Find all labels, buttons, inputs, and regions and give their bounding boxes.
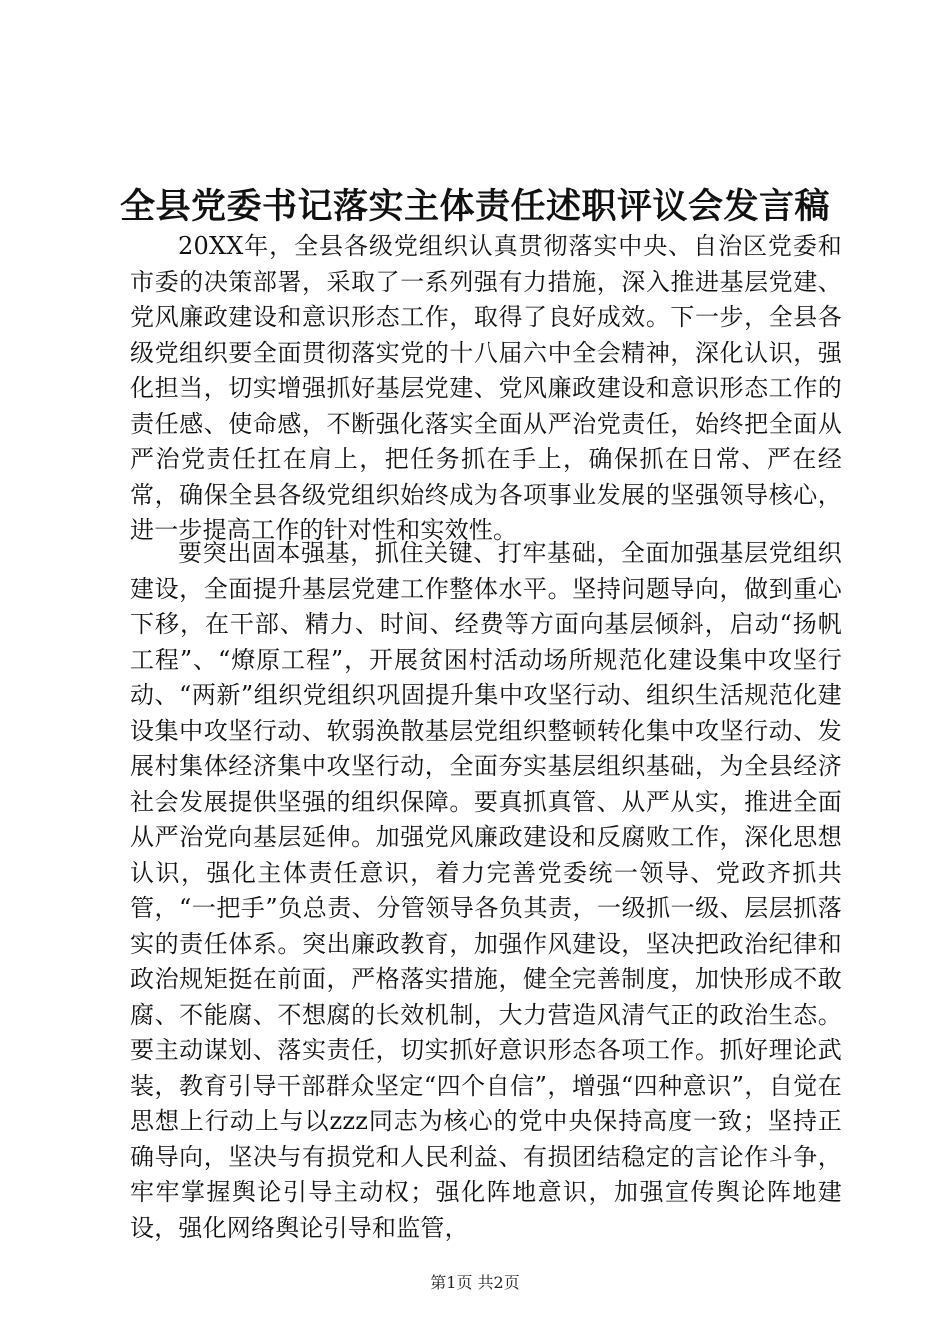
body-paragraph-1: 20XX年，全县各级党组织认真贯彻落实中央、自治区党委和市委的决策部署，采取了一系列强有力措施，深入推进基层党建、党风廉政建设和意识形态工作，取得了良好成效。下一步，全县各级党组织要全面贯彻落实党的十八届六中全会精神，深化认识，强化担当，切实增强抓好基层党建、党风廉政建设和意识形态工作的责任感、使命感，不断强化落实全面从严治党责任，始终把全面从严治党责任扛在肩上，把任务抓在手上，确保抓在日常、严在经常，确保全县各级党组织始终成为各项事业发展的坚强领导核心，进一步提高工作的针对性和实效性。 xyxy=(130,232,842,544)
page-footer: 第1页 共2页 xyxy=(430,1273,520,1292)
body-paragraph-2: 要突出固本强基，抓住关键、打牢基础，全面加强基层党组织建设，全面提升基层党建工作整体水平。坚持问题导向，做到重心下移，在干部、精力、时间、经费等方面向基层倾斜，启动“扬帆工程”、“燎原工程”，开展贫困村活动场所规范化建设集中攻坚行动、“两新”组织党组织巩固提升集中攻坚行动、组织生活规范化建设集中攻坚行动、软弱涣散基层党组织整顿转化集中攻坚行动、发展村集体经济集中攻坚行动，全面夯实基层组织基础，为全县经济社会发展提供坚强的组织保障。要真抓真管、从严从实，推进全面从严治党向基层延伸。加强党风廉政建设和反腐败工作，深化思想认识，强化主体责任意识，着力完善党委统一领导、党政齐抓共管，“一把手”负总责、分管领导各负其责，一级抓一级、层层抓落实的责任体系。突出廉政教育，加强作风建设，坚决把政治纪律和政治规矩挺在前面，严格落实措施，健全完善制度，加快形成不敢腐、不能腐、不想腐的长效机制，大力营造风清气正的政治生态。要主动谋划、落实责任，切实抓好意识形态各项工作。抓好理论武装，教育引导干部群众坚定“四个自信”，增强“四种意识”，自觉在思想上行动上与以zzz同志为核心的党中央保持高度一致；坚持正确导向，坚决与有损党和人民利益、有损团结稳定的言论作斗争，牢牢掌握舆论引导主动权；强化阵地意识，加强宣传舆论阵地建设，强化网络舆论引导和监管， xyxy=(130,539,842,1242)
document-title: 全县党委书记落实主体责任述职评议会发言稿 xyxy=(119,186,830,227)
